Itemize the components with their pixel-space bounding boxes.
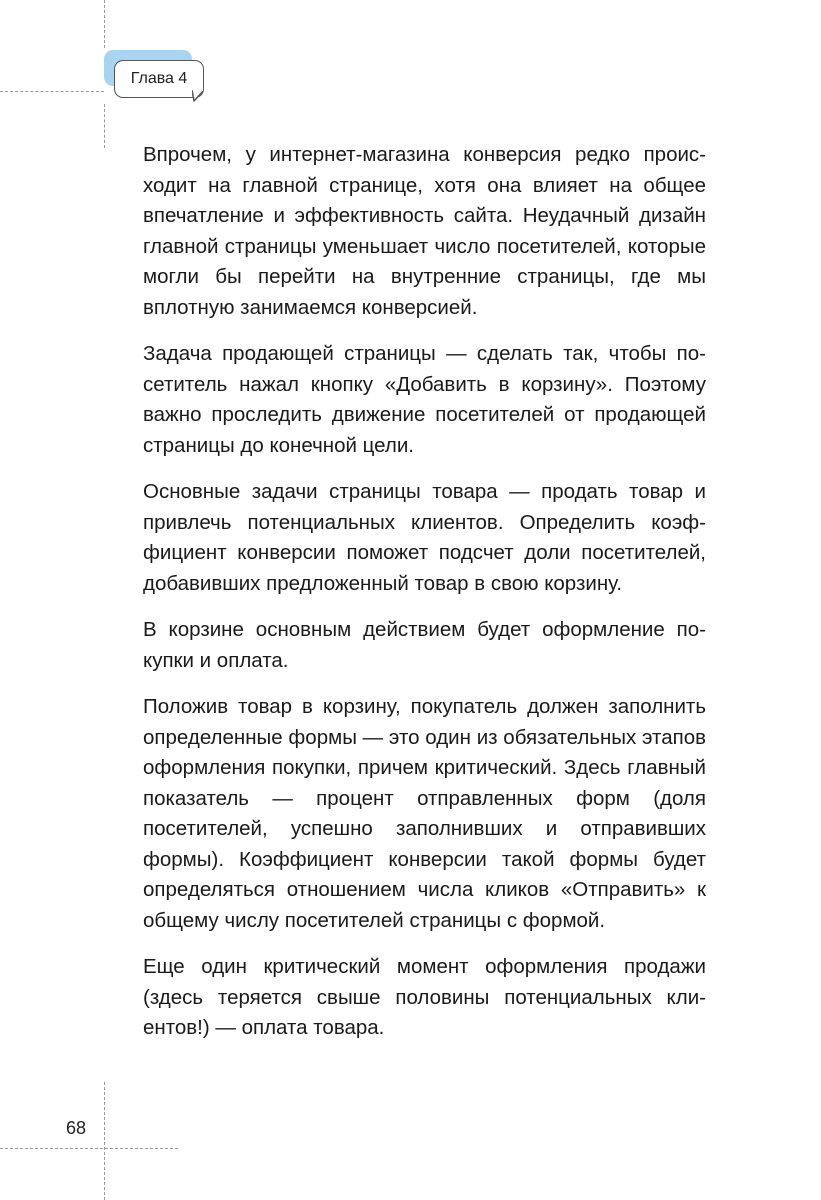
crop-guide-top-vertical bbox=[104, 0, 105, 48]
crop-guide-top-vertical-lower bbox=[104, 104, 105, 148]
paragraph: Впрочем, у интернет-магазина конверсия редко происходит на главной странице, хотя она влияет на общее впечатление и эффективность сайта. Неудачный дизайн главной страницы уменьшает число посетителей, которые могли бы перейти на внутренние страницы, где мы вплотную занимаемся конверсией. bbox=[143, 143, 706, 319]
crop-guide-bottom-vertical bbox=[104, 1082, 105, 1200]
paragraph: Задача продающей страницы — сделать так, чтобы посетитель нажал кнопку «Добавить в корзину». Поэтому важно проследить движение посетителей от продающей страницы до конечной цели. bbox=[143, 342, 706, 457]
page-number: 68 bbox=[66, 1118, 87, 1138]
crop-guide-top-horizontal bbox=[0, 91, 104, 92]
speech-tail-icon bbox=[192, 90, 204, 102]
chapter-tab bbox=[104, 50, 216, 106]
chapter-label: Глава 4 bbox=[114, 60, 204, 98]
paragraph: Положив товар в корзину, покупатель должен заполнить определенные формы — это один из обязательных этапов оформления покупки, причем критический. Здесь главный показатель — процент отправленных форм (доля посетителей, успешно заполнивших и отправивших формы). Коэффициент конверсии такой формы будет определяться отношением числа кликов «Отправить» к общему числу посетителей страницы с формой. bbox=[143, 695, 706, 932]
paragraph: В корзине основным действием будет оформление покупки и оплата. bbox=[143, 618, 706, 672]
crop-guide-bottom-horizontal bbox=[0, 1148, 178, 1149]
page-body bbox=[143, 140, 706, 1060]
paragraph: Основные задачи страницы товара — продать товар и привлечь потенциальных клиентов. Определить коэффициент конверсии поможет подсчет доли посетителей, добавивших предложенный товар в свою корзину. bbox=[143, 480, 706, 595]
paragraph: Еще один критический момент оформления продажи (здесь теряется свыше половины потенциальных клиентов!) — оплата товара. bbox=[143, 955, 706, 1039]
